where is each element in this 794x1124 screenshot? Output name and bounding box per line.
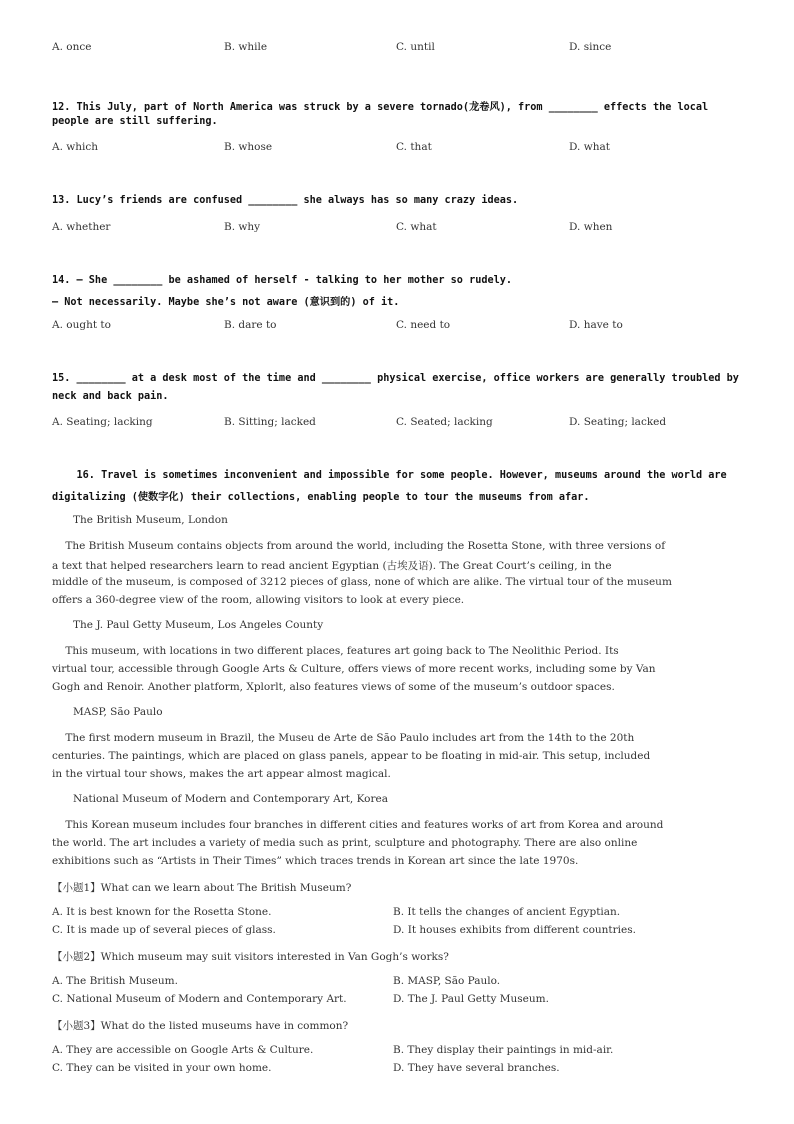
q12-option-d[interactable]: D. what bbox=[569, 141, 610, 153]
q13-option-d[interactable]: D. when bbox=[569, 221, 613, 233]
paragraph-line: exhibitions such as “Artists in Their Times” which traces trends in Korean art since the late 1970s. bbox=[52, 855, 579, 867]
paragraph-line: virtual tour, accessible through Google Arts & Culture, offers views of more recent works, including some by Van bbox=[52, 663, 656, 675]
sub-q3-option-c[interactable]: C. They can be visited in your own home. bbox=[52, 1062, 272, 1074]
sub-q2-option-a[interactable]: A. The British Museum. bbox=[52, 975, 178, 987]
q13-stem-line-1: 13. Lucy’s friends are confused ________ she always has so many crazy ideas. bbox=[52, 195, 519, 206]
q13-option-a[interactable]: A. whether bbox=[52, 221, 111, 233]
q14-option-c[interactable]: C. need to bbox=[396, 319, 451, 331]
sub-q2-option-c[interactable]: C. National Museum of Modern and Contemporary Art. bbox=[52, 993, 347, 1005]
sub-q3-option-b[interactable]: B. They display their paintings in mid-air. bbox=[393, 1044, 614, 1056]
q11-option-c[interactable]: C. until bbox=[396, 41, 435, 53]
q14-stem-line-2: — Not necessarily. Maybe she’s not aware (意识到的) of it. bbox=[52, 297, 400, 308]
section-heading: National Museum of Modern and Contemporary Art, Korea bbox=[73, 793, 388, 805]
sub-q1-option-d[interactable]: D. It houses exhibits from different countries. bbox=[393, 924, 636, 936]
paragraph-line: The British Museum contains objects from around the world, including the Rosetta Stone, with three versions of bbox=[52, 540, 666, 552]
section-heading: The British Museum, London bbox=[73, 514, 228, 526]
q16-intro-line-2: digitalizing (使数字化) their collections, enabling people to tour the museums from afar. bbox=[52, 492, 590, 503]
sub-q2-option-d[interactable]: D. The J. Paul Getty Museum. bbox=[393, 993, 549, 1005]
sub-q3-option-a[interactable]: A. They are accessible on Google Arts & Culture. bbox=[52, 1044, 314, 1056]
q12-option-a[interactable]: A. which bbox=[52, 141, 99, 153]
paragraph-line: the world. The art includes a variety of media such as print, sculpture and photography. There are also online bbox=[52, 837, 638, 849]
q12-stem-line-2: people are still suffering. bbox=[52, 116, 218, 127]
section-heading: The J. Paul Getty Museum, Los Angeles County bbox=[73, 619, 324, 631]
q14-stem-line-1: 14. — She ________ be ashamed of herself - talking to her mother so rudely. bbox=[52, 275, 513, 286]
sub-q3-option-d[interactable]: D. They have several branches. bbox=[393, 1062, 560, 1074]
sub-q1-option-b[interactable]: B. It tells the changes of ancient Egyptian. bbox=[393, 906, 621, 918]
q15-stem-line-2: neck and back pain. bbox=[52, 391, 169, 402]
paragraph-line: Gogh and Renoir. Another platform, Xplorlt, also features views of some of the museum’s outdoor spaces. bbox=[52, 681, 615, 693]
q11-option-a[interactable]: A. once bbox=[52, 41, 92, 53]
sub-q2-option-b[interactable]: B. MASP, São Paulo. bbox=[393, 975, 501, 987]
paragraph-line: middle of the museum, is composed of 3212 pieces of glass, none of which are alike. The virtual tour of the museum bbox=[52, 576, 672, 588]
q15-stem-line-1: 15. ________ at a desk most of the time and ________ physical exercise, office workers are generally troubled by bbox=[52, 373, 739, 384]
q15-option-b[interactable]: B. Sitting; lacked bbox=[224, 416, 316, 428]
section-heading: MASP, São Paulo bbox=[73, 706, 163, 718]
paragraph-line: in the virtual tour shows, makes the art appear almost magical. bbox=[52, 768, 391, 780]
paragraph-line: centuries. The paintings, which are placed on glass panels, appear to be floating in mid-air. This setup, included bbox=[52, 750, 651, 762]
q11-option-d[interactable]: D. since bbox=[569, 41, 612, 53]
paragraph-line: a text that helped researchers learn to read ancient Egyptian (古埃及语). The Great Court’s ceiling, in the bbox=[52, 560, 612, 572]
sub-q1-option-c[interactable]: C. It is made up of several pieces of glass. bbox=[52, 924, 276, 936]
q14-option-d[interactable]: D. have to bbox=[569, 319, 623, 331]
q14-option-a[interactable]: A. ought to bbox=[52, 319, 111, 331]
q12-option-b[interactable]: B. whose bbox=[224, 141, 273, 153]
q12-stem-line-1: 12. This July, part of North America was struck by a severe tornado(龙卷风), from ________ effects the local bbox=[52, 102, 709, 113]
sub-question-prompt: 【小题1】What can we learn about The British Museum? bbox=[52, 882, 352, 894]
paragraph-line: offers a 360-degree view of the room, allowing visitors to look at every piece. bbox=[52, 594, 465, 606]
q15-option-a[interactable]: A. Seating; lacking bbox=[52, 416, 153, 428]
q11-option-b[interactable]: B. while bbox=[224, 41, 268, 53]
sub-question-prompt: 【小题2】Which museum may suit visitors interested in Van Gogh’s works? bbox=[52, 951, 449, 963]
q12-option-c[interactable]: C. that bbox=[396, 141, 432, 153]
q13-option-c[interactable]: C. what bbox=[396, 221, 437, 233]
q15-option-c[interactable]: C. Seated; lacking bbox=[396, 416, 493, 428]
paragraph-line: This museum, with locations in two different places, features art going back to The Neolithic Period. Its bbox=[52, 645, 619, 657]
q14-option-b[interactable]: B. dare to bbox=[224, 319, 277, 331]
q15-option-d[interactable]: D. Seating; lacked bbox=[569, 416, 667, 428]
q16-intro-line-1: 16. Travel is sometimes inconvenient and impossible for some people. However, museums around the world are bbox=[52, 470, 727, 481]
paragraph-line: The first modern museum in Brazil, the Museu de Arte de São Paulo includes art from the 14th to the 20th bbox=[52, 732, 635, 744]
paragraph-line: This Korean museum includes four branches in different cities and features works of art from Korea and around bbox=[52, 819, 664, 831]
sub-question-prompt: 【小题3】What do the listed museums have in common? bbox=[52, 1020, 349, 1032]
sub-q1-option-a[interactable]: A. It is best known for the Rosetta Stone. bbox=[52, 906, 272, 918]
q13-option-b[interactable]: B. why bbox=[224, 221, 261, 233]
